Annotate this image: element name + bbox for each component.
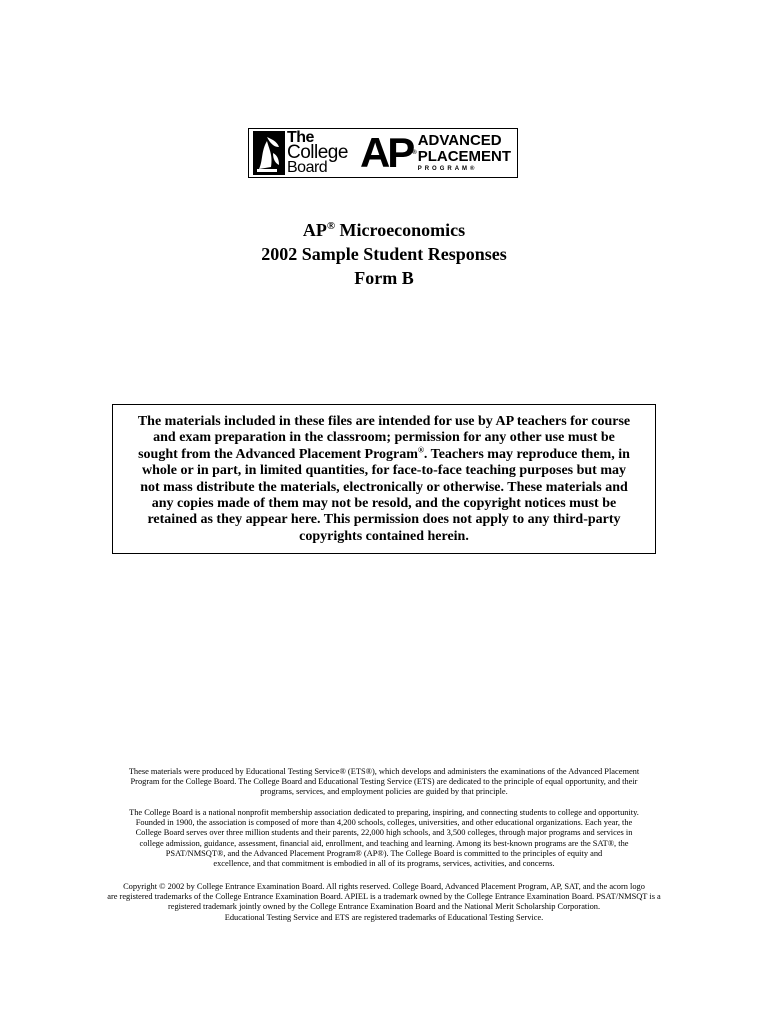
fine-print-line: are registered trademarks of the College Entrance Examination Board. APIEL is a trademark owned by the College Entrance Examination Board. PSAT/NMSQT is a (107, 892, 661, 902)
notice-line: retained as they appear here. This permission does not apply to any third-party (147, 512, 621, 528)
ap-mark-reg: ® (412, 150, 414, 156)
notice-line: whole or in part, in limited quantities, for face-to-face teaching purposes but may (141, 463, 626, 479)
acorn-logo-icon (253, 131, 285, 175)
fine-print-line: PSAT/NMSQT®, and the Advanced Placement Program® (AP®). The College Board is committed to the principles of equity and (165, 848, 603, 858)
ap-mark (359, 129, 414, 176)
fine-print-line: Founded in 1900, the association is composed of more than 4,200 schools, colleges, universities, and other educational organizations. Each year, the (135, 818, 633, 828)
college-board-ap-logo (248, 128, 518, 178)
notice-line: The materials included in these files are intended for use by AP teachers for course (137, 414, 631, 429)
notice-line: and exam preparation in the classroom; permission for any other use must be (153, 430, 615, 446)
page-title (0, 214, 768, 290)
ap-word-placement: PLACEMENT (417, 148, 512, 165)
fine-print-line: college admission, guidance, assessment, financial aid, enrollment, and teaching and learning. Among its best-known programs are the SAT®, the (139, 838, 629, 848)
ap-mark-text: AP (359, 129, 413, 176)
ap-word-advanced: ADVANCED (417, 132, 502, 149)
fine-print-line: registered trademark jointly owned by the College Entrance Examination Board and the National Merit Scholarship Corporation. (167, 902, 601, 912)
notice-line-3b: . Teachers may reproduce them, in (423, 446, 630, 462)
fine-print-line: The College Board is a national nonprofit membership association dedicated to preparing, inspiring, and connecting students to college and opportunity. (129, 808, 639, 817)
fine-print-line: These materials were produced by Educational Testing Service® (ETS®), which develops and administers the examinations of the Advanced Placement (128, 767, 640, 776)
notice-line (129, 447, 639, 463)
usage-notice-box (112, 404, 656, 554)
title-ap: AP (302, 220, 327, 240)
title-line-2: 2002 Sample Student Responses (261, 244, 507, 264)
fine-print-line: Copyright © 2002 by College Entrance Examination Board. All rights reserved. College Board, Advanced Placement Program, AP, SAT, and the acorn logo (123, 882, 645, 891)
college-board-word-1: The (287, 129, 314, 146)
college-board-wordmark (287, 131, 348, 175)
title-subject: Microeconomics (335, 220, 466, 240)
notice-line-3a: sought from the Advanced Placement Program (138, 446, 418, 462)
title-reg-mark: ® (326, 220, 336, 232)
notice-line: not mass distribute the materials, electronically or otherwise. These materials and (140, 479, 628, 495)
title-line-3: Form B (354, 268, 414, 288)
ap-word-program: PROGRAM® (417, 166, 478, 172)
title-line-1 (0, 214, 768, 242)
college-board-word-2: College (287, 142, 348, 163)
fine-print-line: programs, services, and employment policies are guided by that principle. (260, 787, 508, 797)
college-board-word-3: Board (287, 159, 328, 176)
fine-print-copyright (80, 882, 688, 923)
notice-line: any copies made of them may not be resold, and the copyright notices must be (151, 496, 617, 512)
fine-print-college-board (80, 808, 688, 869)
fine-print-ets (80, 767, 688, 798)
ap-program-wordmark (418, 133, 511, 173)
fine-print-line: College Board serves over three million students and their parents, 22,000 high schools, and 3,500 colleges, through major programs and services in (135, 828, 633, 838)
fine-print-line: excellence, and that commitment is embodied in all of its programs, services, activities, and concerns. (213, 859, 555, 869)
notice-line: copyrights contained herein. (299, 528, 469, 544)
fine-print-line: Program for the College Board. The College Board and Educational Testing Service (ETS) are dedicated to the principle of equal opportunity, and their (130, 777, 638, 787)
fine-print-line: Educational Testing Service and ETS are registered trademarks of Educational Testing Service. (224, 912, 544, 922)
notice-reg-mark: ® (417, 445, 424, 455)
